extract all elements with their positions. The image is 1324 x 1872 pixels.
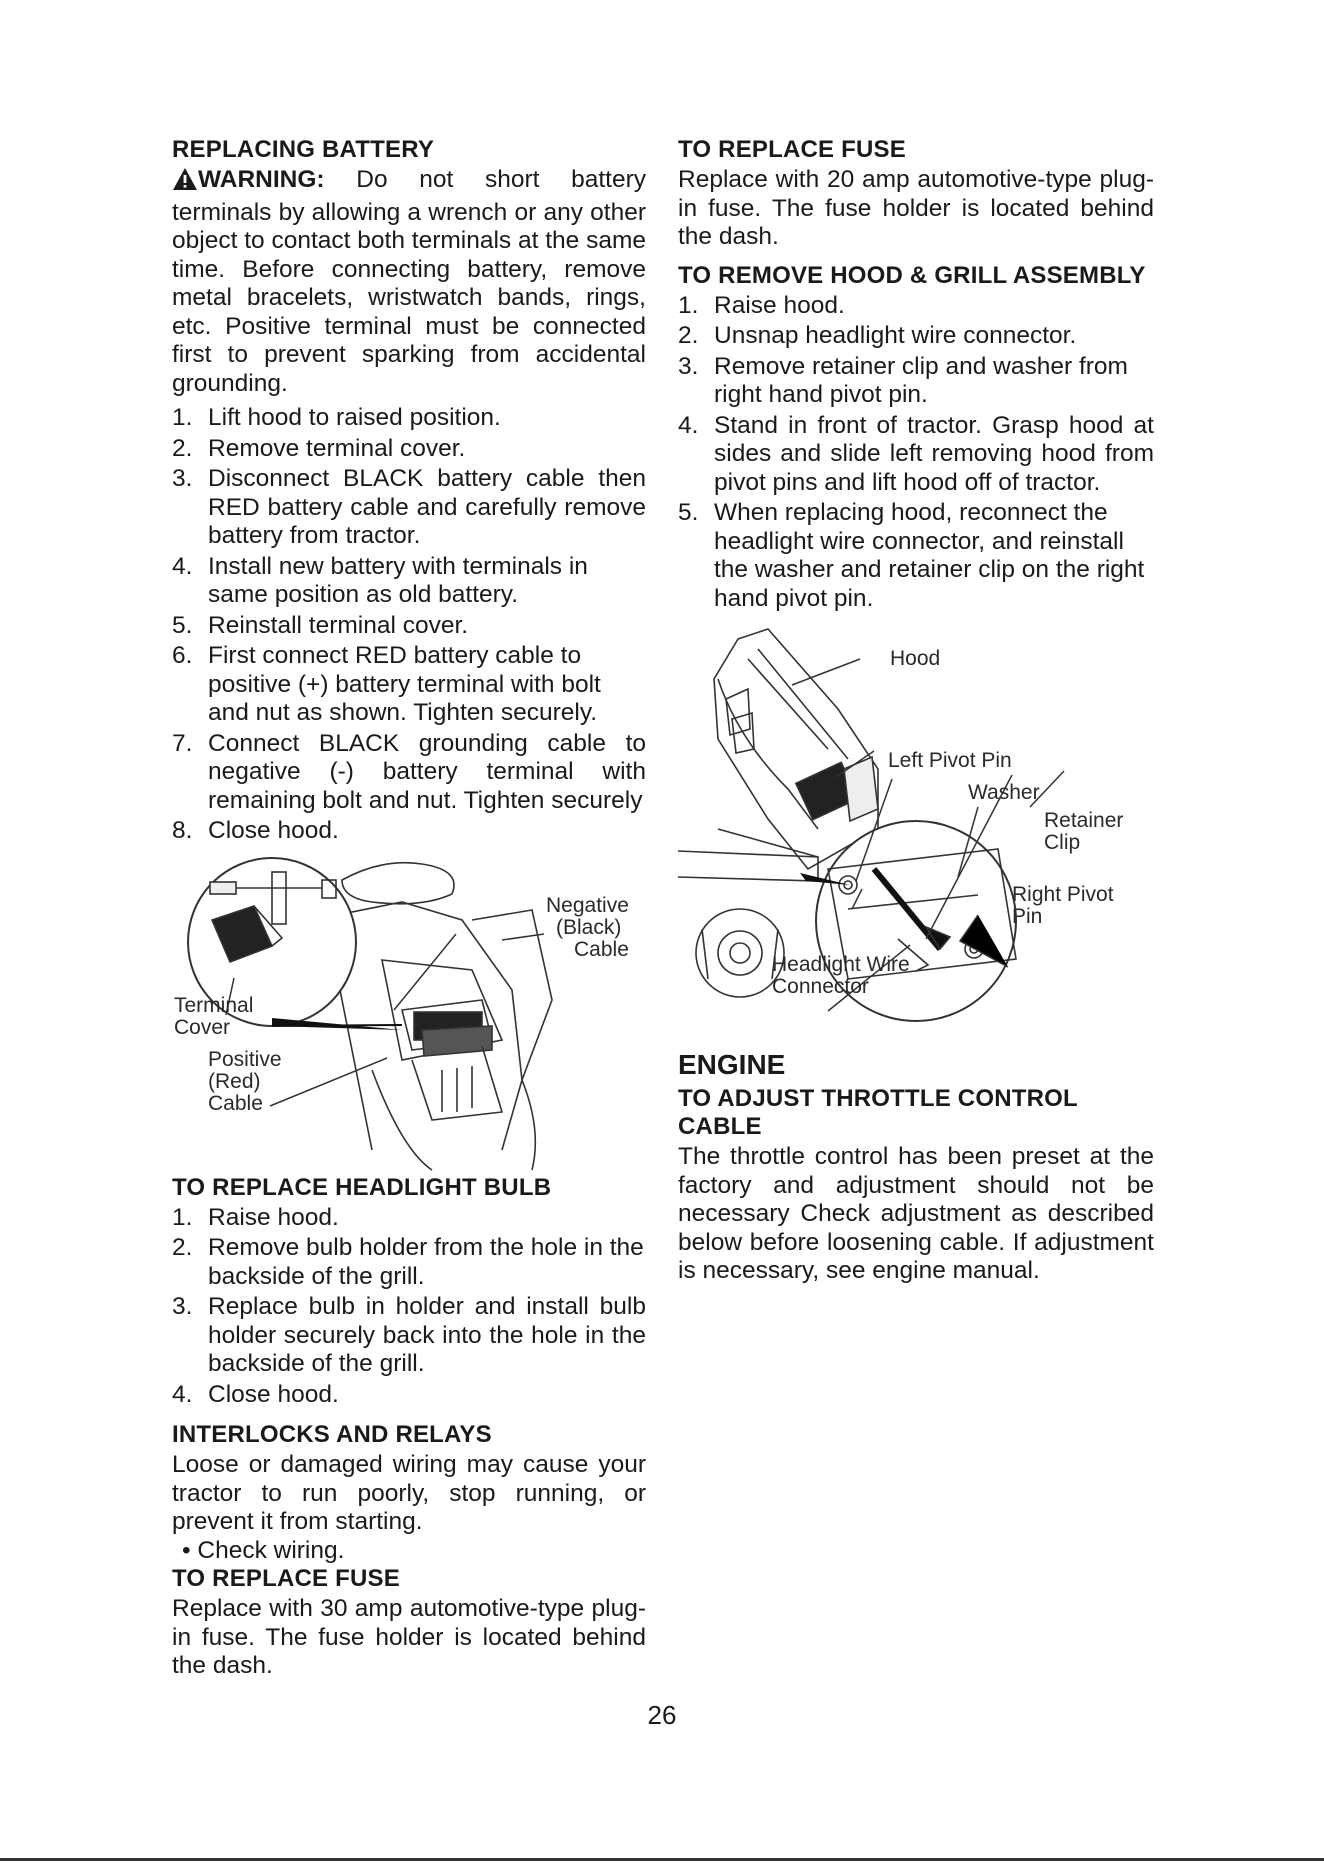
list-item: 3. Remove retainer clip and washer from right hand pivot pin.	[678, 352, 1128, 408]
list-item: 4. Install new battery with terminals in same position as old battery.	[172, 552, 588, 608]
list-item: 5. When replacing hood, reconnect the headlight wire connector, and reinstall the washer and retainer clip on the right hand pivot pin.	[678, 499, 1145, 612]
positive-label-1: Positive	[208, 1047, 282, 1071]
list-item: 5. Reinstall terminal cover.	[172, 611, 469, 639]
list-item: 4. Stand in front of tractor. Grasp hood at sides and slide left removing hood from pivot pins and lift hood off of tractor.	[678, 411, 1154, 496]
fuse-text-right: Replace with 20 amp automotive-type plug-in fuse. The fuse holder is located behind the dash.	[678, 166, 1154, 250]
list-item: 2. Remove terminal cover.	[172, 434, 466, 462]
headlight-steps	[172, 1204, 646, 1410]
throttle-heading-line-1: TO ADJUST THROTTLE CONTROL	[678, 1085, 1078, 1112]
interlocks-text: Loose or damaged wiring may cause your tractor to run poorly, stop running, or prevent it from starting.	[172, 1451, 646, 1535]
washer-label: Washer	[968, 781, 1040, 804]
terminal-cover-label-2: Cover	[174, 1015, 231, 1039]
hood-illustration	[678, 619, 1154, 1049]
left-column	[172, 136, 646, 1681]
hood-steps	[678, 292, 1154, 614]
replace-headlight-heading: TO REPLACE HEADLIGHT BULB	[172, 1173, 552, 1201]
right-pivot-pin-label-2: Pin	[1012, 905, 1043, 928]
list-item: 4. Close hood.	[172, 1380, 339, 1408]
list-item: 2. Remove bulb holder from the hole in the backside of the grill.	[172, 1234, 644, 1290]
list-item: 1. Raise hood.	[172, 1203, 339, 1231]
list-item: 3. Replace bulb in holder and install bulb holder securely back into the hole in the backside of the grill.	[172, 1293, 646, 1377]
headlight-connector-label-2: Connector	[772, 975, 869, 998]
positive-label-3: Cable	[208, 1091, 263, 1115]
interlocks-heading: INTERLOCKS AND RELAYS	[172, 1421, 492, 1448]
battery-figure	[172, 850, 646, 1174]
headlight-connector-label-1: Headlight Wire	[772, 953, 910, 976]
negative-label-1: Negative	[546, 893, 629, 917]
remove-hood-heading: TO REMOVE HOOD & GRILL ASSEMBLY	[678, 261, 1146, 289]
warning-label: WARNING:	[198, 166, 325, 193]
right-pivot-pin-label-1: Right Pivot	[1012, 883, 1114, 906]
replace-fuse-heading-right: TO REPLACE FUSE	[678, 136, 906, 163]
engine-heading: ENGINE	[678, 1049, 786, 1080]
list-item: 2. Unsnap headlight wire connector.	[678, 322, 1077, 349]
hood-figure	[678, 619, 1154, 1049]
battery-warning	[172, 166, 646, 398]
warning-triangle-icon	[172, 167, 198, 199]
negative-label-2: (Black)	[556, 915, 622, 939]
list-item: 6. First connect RED battery cable to positive (+) battery terminal with bolt and nut as shown. Tighten securely.	[172, 642, 601, 726]
negative-label-3: Cable	[574, 937, 629, 961]
fuse-text-left: Replace with 30 amp automotive-type plug-in fuse. The fuse holder is located behind the dash.	[172, 1595, 646, 1679]
list-item: 7. Connect BLACK grounding cable to negative (-) battery terminal with remaining bolt and nut. Tighten securely	[172, 729, 646, 814]
page-number: 26	[647, 1700, 677, 1730]
list-item: 1. Raise hood.	[678, 291, 845, 319]
throttle-heading-line-2: CABLE	[678, 1113, 762, 1140]
terminal-cover-label-1: Terminal	[174, 993, 254, 1017]
retainer-clip-label-2: Clip	[1044, 831, 1081, 854]
retainer-clip-label-1: Retainer	[1044, 809, 1124, 832]
hood-label: Hood	[890, 647, 941, 670]
warning-text: Do not short battery terminals by allowing a wrench or any other object to contact both terminals at the same time. Before connecting battery, remove metal bracelets, wristwatch bands, rings, etc. Positive terminal must be connected first to prevent sparking from accidental grounding.	[172, 166, 646, 397]
list-item: 8. Close hood.	[172, 817, 339, 844]
throttle-text: The throttle control has been preset at the factory and adjustment should not be necessary Check adjustment as described below before loosening cable. If adjustment is necessary, see engine manual.	[678, 1143, 1154, 1284]
list-item: 1. Lift hood to raised position.	[172, 404, 501, 431]
list-item: 3. Disconnect BLACK battery cable then RED battery cable and carefully remove battery from tractor.	[172, 465, 646, 549]
battery-steps	[172, 404, 646, 846]
replace-fuse-heading-left: TO REPLACE FUSE	[172, 1565, 400, 1592]
bottom-rule	[0, 1858, 1324, 1861]
left-pivot-pin-label: Left Pivot Pin	[888, 749, 1012, 772]
right-column	[678, 136, 1154, 1286]
check-wiring-bullet: • Check wiring.	[182, 1536, 345, 1564]
positive-label-2: (Red)	[208, 1069, 261, 1093]
replacing-battery-heading: REPLACING BATTERY	[172, 136, 435, 163]
